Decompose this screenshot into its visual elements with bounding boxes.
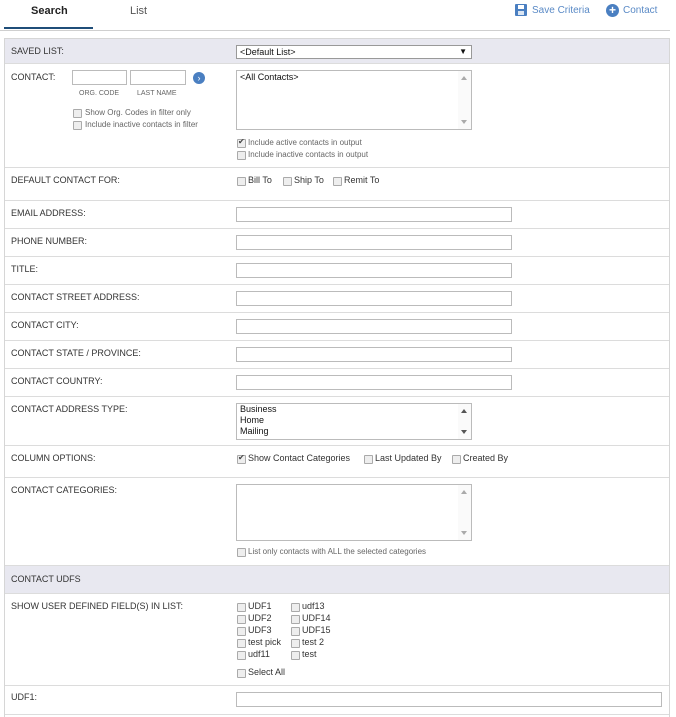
- last-name-label: LAST NAME: [137, 90, 177, 97]
- street-label: CONTACT STREET ADDRESS:: [11, 292, 140, 302]
- udfs-header-row: [5, 566, 669, 594]
- categories-listbox[interactable]: [236, 484, 472, 541]
- created-by-checkbox[interactable]: [452, 455, 461, 464]
- created-by-label: Created By: [463, 453, 509, 463]
- udf-label: UDF3: [248, 625, 272, 635]
- saved-list-label: SAVED LIST:: [11, 46, 64, 56]
- street-field[interactable]: [236, 291, 512, 306]
- address-type-listbox[interactable]: [236, 403, 472, 440]
- tab-list[interactable]: List: [130, 5, 148, 17]
- remit-to-checkbox[interactable]: [333, 177, 342, 186]
- contact-label: CONTACT:: [11, 72, 56, 82]
- state-field[interactable]: [236, 347, 512, 362]
- udf-show-row: [5, 594, 669, 686]
- show-categories-checkbox[interactable]: [237, 455, 246, 464]
- go-arrow-icon[interactable]: ›: [193, 72, 205, 84]
- street-row: [5, 285, 669, 313]
- udf-label: test pick: [248, 637, 282, 647]
- list-item[interactable]: Home: [240, 415, 265, 425]
- title-label: TITLE:: [11, 264, 39, 274]
- categories-label: CONTACT CATEGORIES:: [11, 485, 118, 495]
- udf-label: UDF14: [302, 613, 331, 623]
- state-row: [5, 341, 669, 369]
- all-categories-label: List only contacts with ALL the selected categories: [248, 547, 427, 556]
- phone-row: [5, 229, 669, 257]
- udf-checkbox[interactable]: [237, 651, 246, 660]
- org-code-input[interactable]: [72, 70, 127, 85]
- save-icon[interactable]: [515, 4, 527, 16]
- show-categories-label: Show Contact Categories: [248, 453, 351, 463]
- udf-checkbox[interactable]: [237, 603, 246, 612]
- scroll-up-icon[interactable]: [461, 76, 467, 80]
- ship-to-checkbox[interactable]: [283, 177, 292, 186]
- org-code-label: ORG. CODE: [79, 90, 120, 97]
- include-active-output-checkbox[interactable]: [237, 139, 246, 148]
- udf-checkbox[interactable]: [291, 651, 300, 660]
- select-all-label: Select All: [248, 667, 286, 677]
- tab-bar: [0, 0, 670, 31]
- address-type-row: [5, 397, 669, 446]
- default-contact-row: [5, 168, 669, 201]
- phone-field[interactable]: [236, 235, 512, 250]
- udf1-field[interactable]: [236, 692, 662, 707]
- email-label: EMAIL ADDRESS:: [11, 208, 86, 218]
- active-tab-indicator: [4, 27, 93, 29]
- country-row: [5, 369, 669, 397]
- listbox-scrollbar[interactable]: [458, 404, 471, 439]
- list-item[interactable]: Mailing: [240, 426, 269, 436]
- city-label: CONTACT CITY:: [11, 320, 79, 330]
- email-field[interactable]: [236, 207, 512, 222]
- udf-show-label: SHOW USER DEFINED FIELD(S) IN LIST:: [11, 601, 184, 611]
- udf-label: UDF15: [302, 625, 331, 635]
- udf-label: UDF2: [248, 613, 272, 623]
- saved-list-value: <Default List>: [240, 47, 296, 57]
- column-options-label: COLUMN OPTIONS:: [11, 453, 96, 463]
- title-row: [5, 257, 669, 285]
- last-name-input[interactable]: [130, 70, 186, 85]
- udf1-row: [5, 686, 669, 715]
- select-all-checkbox[interactable]: [237, 669, 246, 678]
- last-updated-checkbox[interactable]: [364, 455, 373, 464]
- email-row: [5, 201, 669, 229]
- bill-to-checkbox[interactable]: [237, 177, 246, 186]
- udf-label: test 2: [302, 637, 325, 647]
- bill-to-label: Bill To: [248, 175, 272, 185]
- city-row: [5, 313, 669, 341]
- scroll-down-icon[interactable]: [461, 531, 467, 535]
- saved-list-row: [5, 39, 669, 64]
- list-item[interactable]: Business: [240, 404, 277, 414]
- listbox-scrollbar[interactable]: [458, 71, 471, 129]
- remit-to-label: Remit To: [344, 175, 380, 185]
- tab-search[interactable]: Search: [31, 5, 68, 17]
- search-form: [4, 38, 670, 717]
- udfs-header: CONTACT UDFS: [11, 574, 81, 584]
- country-label: CONTACT COUNTRY:: [11, 376, 103, 386]
- add-icon[interactable]: +: [606, 4, 619, 17]
- udf-checkbox[interactable]: [291, 615, 300, 624]
- udf-label: test: [302, 649, 317, 659]
- include-inactive-output-label: Include inactive contacts in output: [248, 150, 369, 159]
- phone-label: PHONE NUMBER:: [11, 236, 88, 246]
- udf-checkbox[interactable]: [237, 627, 246, 636]
- column-options-row: [5, 446, 669, 478]
- scroll-down-icon[interactable]: [461, 430, 467, 434]
- title-field[interactable]: [236, 263, 512, 278]
- list-item[interactable]: <All Contacts>: [240, 72, 299, 82]
- udf-label: udf13: [302, 601, 325, 611]
- scroll-down-icon[interactable]: [461, 120, 467, 124]
- include-inactive-filter-checkbox[interactable]: [73, 121, 82, 130]
- last-updated-label: Last Updated By: [375, 453, 442, 463]
- contact-row: [5, 64, 669, 168]
- udf-label: udf11: [248, 649, 270, 659]
- show-org-codes-checkbox[interactable]: [73, 109, 82, 118]
- all-categories-checkbox[interactable]: [237, 548, 246, 557]
- show-org-codes-label: Show Org. Codes in filter only: [85, 108, 191, 117]
- udf1-label: UDF1:: [11, 692, 38, 702]
- address-type-label: CONTACT ADDRESS TYPE:: [11, 404, 128, 414]
- udf-checkbox[interactable]: [291, 639, 300, 648]
- default-contact-label: DEFAULT CONTACT FOR:: [11, 175, 120, 185]
- city-field[interactable]: [236, 319, 512, 334]
- save-criteria-link[interactable]: Save Criteria: [532, 5, 590, 16]
- include-active-output-label: Include active contacts in output: [248, 138, 362, 147]
- listbox-scrollbar[interactable]: [458, 485, 471, 540]
- udf-label: UDF1: [248, 601, 272, 611]
- include-inactive-output-checkbox[interactable]: [237, 151, 246, 160]
- add-contact-link[interactable]: Contact: [623, 5, 658, 16]
- dropdown-arrow-icon: ▼: [459, 47, 467, 56]
- contacts-listbox[interactable]: [236, 70, 472, 130]
- state-label: CONTACT STATE / PROVINCE:: [11, 348, 141, 358]
- udf-checkbox[interactable]: [291, 627, 300, 636]
- categories-row: [5, 478, 669, 566]
- ship-to-label: Ship To: [294, 175, 324, 185]
- udf-checkbox[interactable]: [237, 615, 246, 624]
- scroll-up-icon[interactable]: [461, 490, 467, 494]
- country-field[interactable]: [236, 375, 512, 390]
- saved-list-select[interactable]: [236, 45, 472, 59]
- udf-checkbox[interactable]: [291, 603, 300, 612]
- include-inactive-filter-label: Include inactive contacts in filter: [85, 120, 198, 129]
- scroll-up-icon[interactable]: [461, 409, 467, 413]
- udf-checkbox[interactable]: [237, 639, 246, 648]
